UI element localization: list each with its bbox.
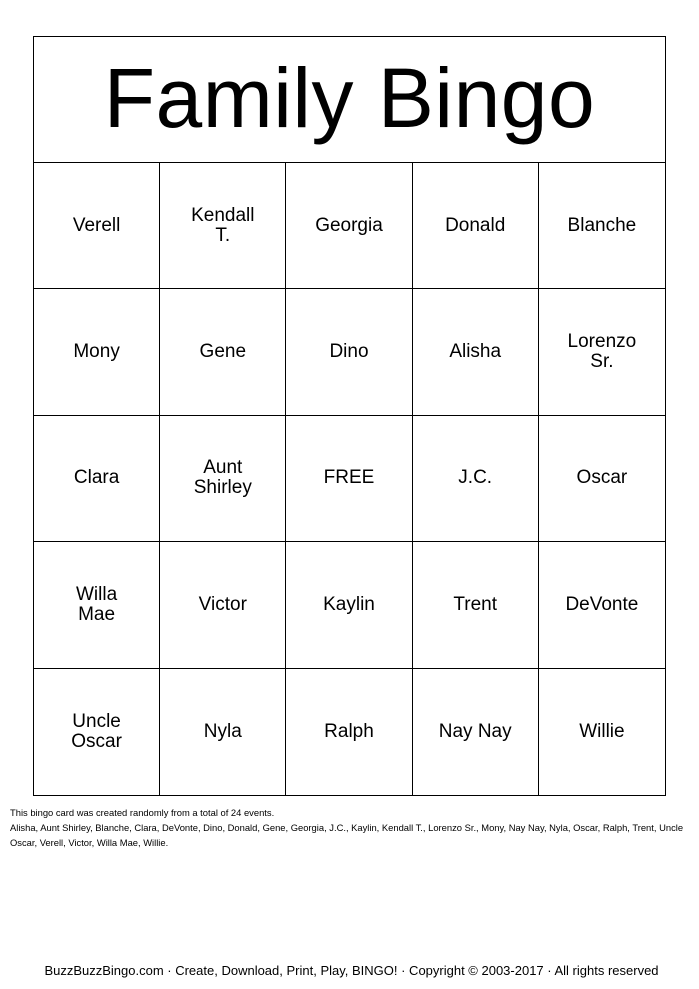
bingo-grid	[34, 163, 665, 795]
bingo-cell: Blanche	[539, 163, 665, 289]
bingo-card	[33, 36, 666, 796]
page-footer: BuzzBuzzBingo.com · Create, Download, Print, Play, BINGO! · Copyright © 2003-2017 · All rights reserved	[44, 963, 659, 978]
bingo-cell: Donald	[413, 163, 539, 289]
bingo-cell: Mony	[34, 289, 160, 415]
bingo-cell: Uncle Oscar	[34, 669, 160, 795]
bingo-cell: Verell	[34, 163, 160, 289]
bingo-cell: Nyla	[160, 669, 286, 795]
free-space-cell: FREE	[286, 416, 412, 542]
bingo-cell: Lorenzo Sr.	[539, 289, 665, 415]
bingo-cell: Gene	[160, 289, 286, 415]
bingo-cell: J.C.	[413, 416, 539, 542]
card-title: Family Bingo	[34, 37, 665, 163]
bingo-cell: Oscar	[539, 416, 665, 542]
bingo-cell: Clara	[34, 416, 160, 542]
bingo-cell: Willie	[579, 720, 625, 742]
bingo-cell: Victor	[160, 542, 286, 668]
card-note	[10, 805, 690, 850]
bingo-cell: Kaylin	[286, 542, 412, 668]
bingo-cell: Trent	[413, 542, 539, 668]
bingo-cell: Alisha	[413, 289, 539, 415]
bingo-cell: Dino	[286, 289, 412, 415]
bingo-cell: Aunt Shirley	[160, 416, 286, 542]
bingo-cell: Ralph	[286, 669, 412, 795]
note-summary: This bingo card was created randomly from a total of 24 events.	[10, 807, 275, 818]
bingo-cell: Nay Nay	[413, 669, 539, 795]
bingo-cell: Kendall T.	[160, 163, 286, 289]
note-event-list: Alisha, Aunt Shirley, Blanche, Clara, DeVonte, Dino, Donald, Gene, Georgia, J.C., Kaylin, Kendall T., Lorenzo Sr., Mony, Nay Nay, Nyla, Oscar, Ralph, Trent, Uncle Oscar, Verell, Victor, Willa Mae, Willie.	[10, 822, 684, 848]
bingo-cell: DeVonte	[539, 542, 665, 668]
bingo-cell: Georgia	[286, 163, 412, 289]
bingo-cell: Willa Mae	[34, 542, 160, 668]
